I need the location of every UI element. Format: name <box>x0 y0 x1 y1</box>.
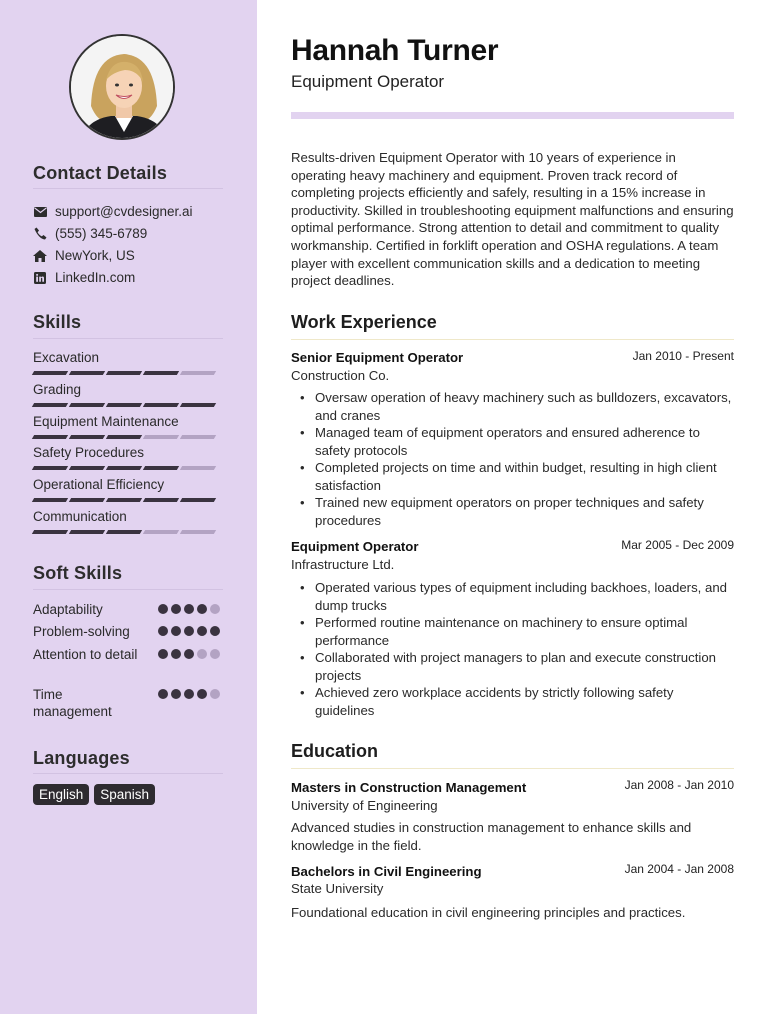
skill-level-segment <box>143 435 179 439</box>
skill-level-segment <box>106 371 142 375</box>
skill-level-segment <box>143 403 179 407</box>
rating-dot <box>184 604 194 614</box>
education-divider <box>291 768 734 769</box>
skill-name: Operational Efficiency <box>33 477 165 492</box>
profile-summary: Results-driven Equipment Operator with 10 years of experience in operating heavy machinery and equipment. Proven track record of completing projects efficiently and safely, resulting in a 15% increase in productivity. Skilled in troubleshooting equipment malfunctions and ensuring optimal performance. Strong attention to detail and commitment to quality workmanship. Certified in forklift operation and OSHA regulations. A team player with excellent communication skills and a dedication to meeting project deadlines. <box>291 150 734 289</box>
contact-phone[interactable] <box>33 226 147 241</box>
rating-dot <box>184 689 194 699</box>
skill-level-segment <box>180 530 216 534</box>
contact-divider <box>33 188 223 189</box>
soft-skill-rating <box>158 649 220 659</box>
phone-icon <box>33 227 47 241</box>
job-company: Construction Co. <box>291 368 390 383</box>
soft-skill-name: Problem-solving <box>33 624 130 639</box>
rating-dot <box>171 649 181 659</box>
skills-section-title: Skills <box>33 312 82 332</box>
degree-description: Foundational education in civil engineering principles and practices. <box>291 905 686 920</box>
skills-divider <box>33 338 223 339</box>
list-item: • Operated various types of equipment including backhoes, loaders, and dump trucks <box>291 579 734 614</box>
job-date: Mar 2005 - Dec 2009 <box>621 538 734 552</box>
language-tags <box>33 784 155 805</box>
skill-level-segment <box>69 466 105 470</box>
skill-name: Grading <box>33 382 82 397</box>
soft-skill-name: Attention to detail <box>33 647 138 662</box>
skill-level-segment <box>180 498 216 502</box>
soft-skills-section-title: Soft Skills <box>33 563 123 583</box>
skill-level-segment <box>32 371 68 375</box>
list-item: • Trained new equipment operators on proper techniques and safety procedures <box>291 494 734 529</box>
rating-dot <box>197 689 207 699</box>
contact-email[interactable] <box>33 204 193 219</box>
skill-level-segment <box>143 498 179 502</box>
skill-level-segment <box>69 498 105 502</box>
skill-level-segment <box>32 530 68 534</box>
skill-level-bar <box>33 530 215 534</box>
soft-skill-name: Adaptability <box>33 602 103 617</box>
languages-divider <box>33 773 223 774</box>
skill-level-segment <box>180 466 216 470</box>
skill-level-segment <box>32 435 68 439</box>
contact-linkedin-text: LinkedIn.com <box>55 270 136 285</box>
skill-level-segment <box>32 403 68 407</box>
soft-skill-rating <box>158 626 220 636</box>
contact-phone-text: (555) 345-6789 <box>55 226 148 241</box>
rating-dot <box>210 604 220 614</box>
contact-linkedin[interactable] <box>33 270 135 285</box>
home-icon <box>33 249 47 263</box>
list-item: • Performed routine maintenance on machinery to ensure optimal performance <box>291 614 734 649</box>
soft-skill-name: Time management <box>33 687 112 719</box>
job-title: Equipment Operator <box>291 72 445 91</box>
rating-dot <box>184 626 194 636</box>
rating-dot <box>158 689 168 699</box>
skill-level-segment <box>69 530 105 534</box>
skill-name: Safety Procedures <box>33 445 145 460</box>
school-name: State University <box>291 881 384 896</box>
skill-name: Excavation <box>33 350 100 365</box>
job-bullets <box>291 579 734 719</box>
skill-level-segment <box>106 530 142 534</box>
work-section-title: Work Experience <box>291 312 437 332</box>
rating-dot <box>197 626 207 636</box>
job-date: Jan 2010 - Present <box>632 349 734 363</box>
soft-skill-rating <box>158 689 220 699</box>
rating-dot <box>210 649 220 659</box>
job-role: Equipment Operator <box>291 539 419 554</box>
skill-level-segment <box>106 498 142 502</box>
skill-level-segment <box>143 371 179 375</box>
degree-date: Jan 2008 - Jan 2010 <box>624 778 734 792</box>
job-company: Infrastructure Ltd. <box>291 557 395 572</box>
skill-level-segment <box>32 498 68 502</box>
languages-section-title: Languages <box>33 748 130 768</box>
skill-level-segment <box>32 466 68 470</box>
skill-level-bar <box>33 435 215 439</box>
rating-dot <box>197 604 207 614</box>
skill-level-bar <box>33 498 215 502</box>
list-item: • Achieved zero workplace accidents by strictly following safety guidelines <box>291 684 734 719</box>
list-item: • Managed team of equipment operators and ensured adherence to safety protocols <box>291 424 734 459</box>
rating-dot <box>210 626 220 636</box>
list-item: • Completed projects on time and within budget, resulting in high client satisfaction <box>291 459 734 494</box>
skill-level-segment <box>180 371 216 375</box>
degree-title: Masters in Construction Management <box>291 780 527 795</box>
list-item: • Oversaw operation of heavy machinery such as bulldozers, excavators, and cranes <box>291 389 734 424</box>
education-section-title: Education <box>291 741 379 761</box>
skill-level-segment <box>69 435 105 439</box>
rating-dot <box>158 604 168 614</box>
degree-title: Bachelors in Civil Engineering <box>291 864 482 879</box>
contact-location-text: NewYork, US <box>55 248 135 263</box>
language-tag: English <box>33 784 89 805</box>
skill-level-segment <box>180 435 216 439</box>
degree-description: Advanced studies in construction management to enhance skills and knowledge in the field. <box>291 820 692 853</box>
contact-email-text: support@cvdesigner.ai <box>55 204 193 219</box>
rating-dot <box>171 604 181 614</box>
avatar <box>69 34 175 140</box>
skill-level-segment <box>106 403 142 407</box>
soft-skill-rating <box>158 604 220 614</box>
job-role: Senior Equipment Operator <box>291 350 464 365</box>
language-tag: Spanish <box>94 784 155 805</box>
rating-dot <box>197 649 207 659</box>
rating-dot <box>158 626 168 636</box>
work-divider <box>291 339 734 340</box>
skill-level-bar <box>33 371 215 375</box>
skill-level-segment <box>69 371 105 375</box>
envelope-icon <box>33 205 47 219</box>
rating-dot <box>158 649 168 659</box>
skill-level-segment <box>143 466 179 470</box>
job-bullets <box>291 389 734 529</box>
skill-level-segment <box>69 403 105 407</box>
skill-level-bar <box>33 403 215 407</box>
skill-name: Equipment Maintenance <box>33 414 179 429</box>
contact-section-title: Contact Details <box>33 163 168 183</box>
soft-skills-divider <box>33 589 223 590</box>
linkedin-icon <box>33 271 47 285</box>
skill-level-segment <box>106 466 142 470</box>
rating-dot <box>184 649 194 659</box>
skill-name: Communication <box>33 509 127 524</box>
accent-bar <box>291 112 734 119</box>
skill-level-segment <box>106 435 142 439</box>
skill-level-segment <box>180 403 216 407</box>
profile-photo <box>71 36 175 140</box>
rating-dot <box>171 689 181 699</box>
candidate-name: Hannah Turner <box>291 34 499 67</box>
rating-dot <box>210 689 220 699</box>
list-item: • Collaborated with project managers to plan and execute construction projects <box>291 649 734 684</box>
school-name: University of Engineering <box>291 798 438 813</box>
skill-level-segment <box>143 530 179 534</box>
contact-location <box>33 248 135 263</box>
sidebar <box>0 0 257 1014</box>
degree-date: Jan 2004 - Jan 2008 <box>624 862 734 876</box>
skill-level-bar <box>33 466 215 470</box>
rating-dot <box>171 626 181 636</box>
